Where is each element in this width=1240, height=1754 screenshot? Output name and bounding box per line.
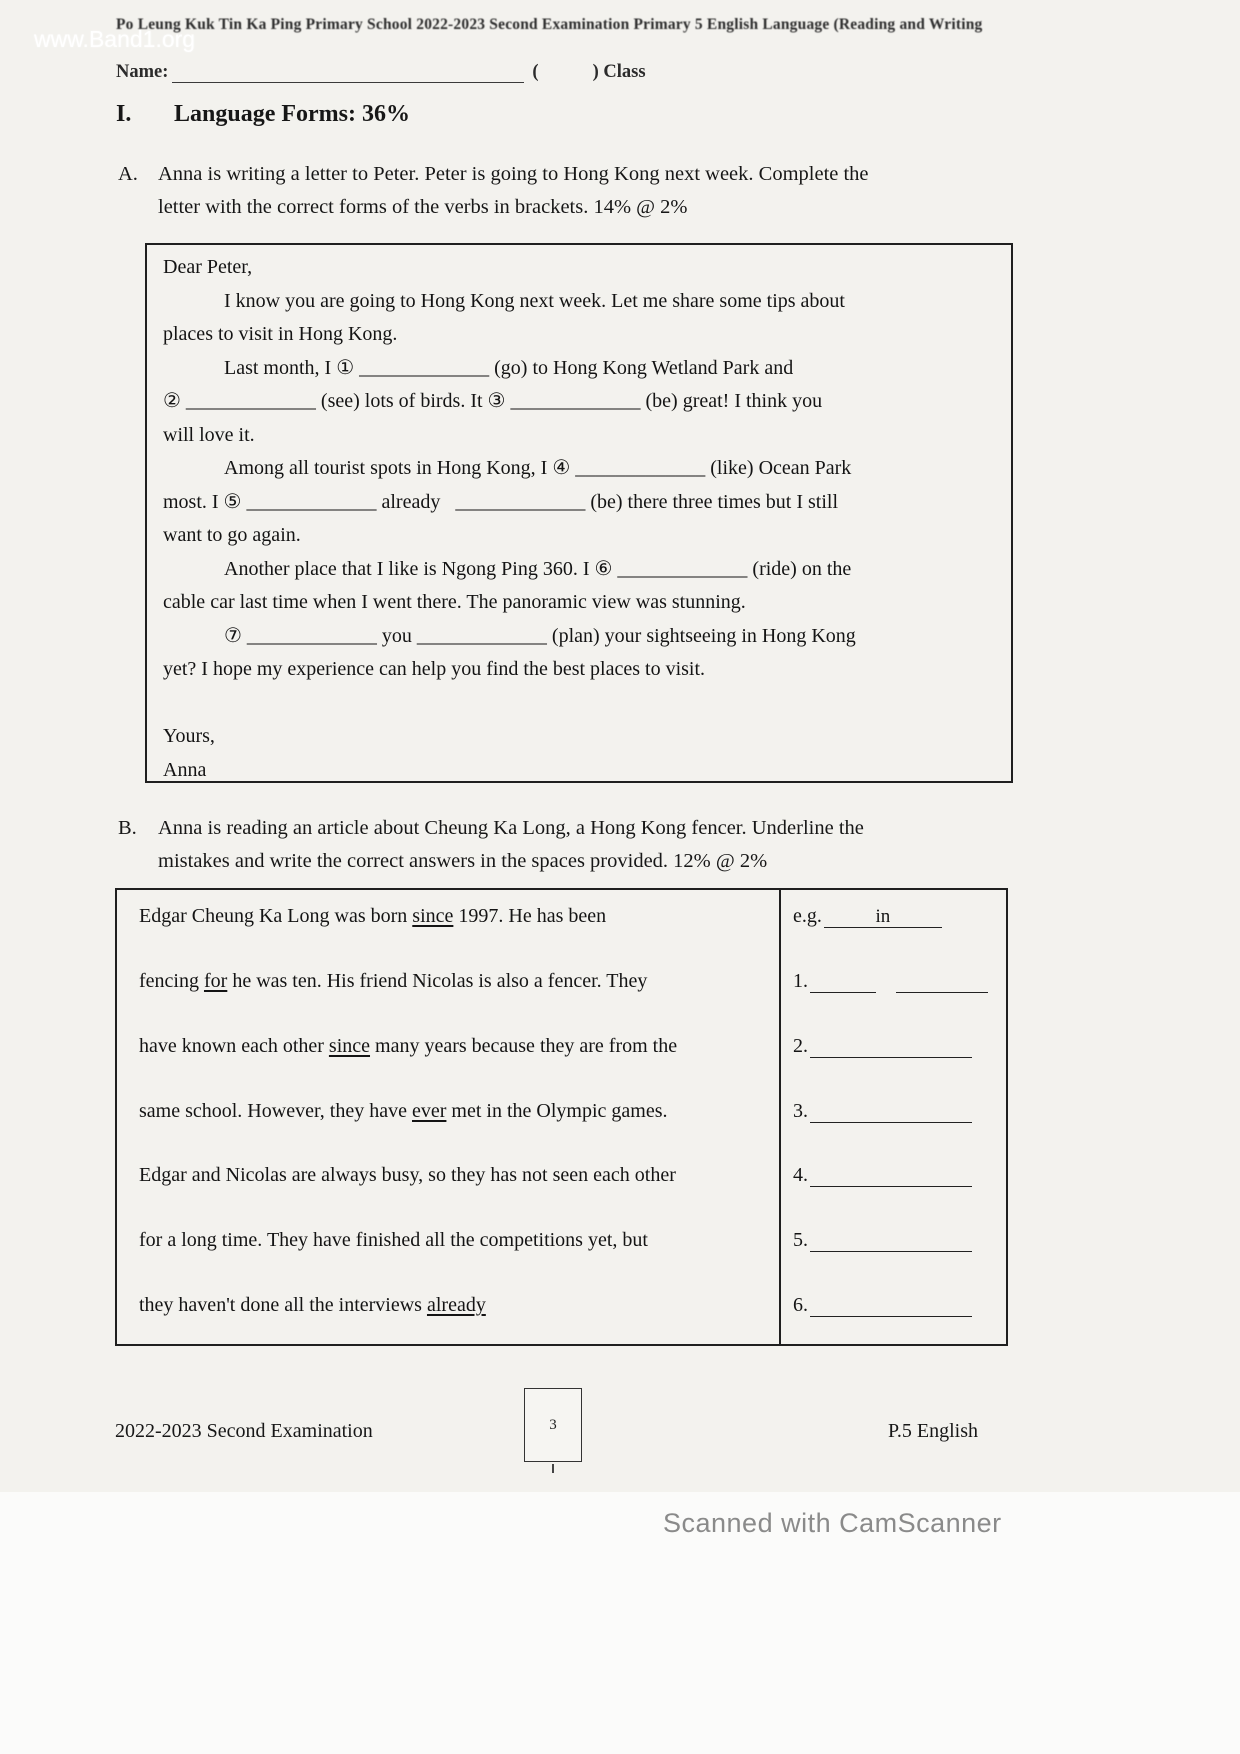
part-a-instructions-line1: Anna is writing a letter to Peter. Peter is going to Hong Kong next week. Complete the [158, 163, 869, 185]
part-a-instructions-line2: letter with the correct forms of the verbs in brackets. 14% @ 2% [158, 196, 688, 218]
article-line: they haven't done all the interviews already [117, 1279, 781, 1344]
page-number: 3 [549, 1416, 557, 1433]
underlined-mistake: since [328, 1034, 371, 1057]
answer-blank [810, 1230, 972, 1252]
answer-blank [810, 1295, 972, 1317]
letter-line: I know you are going to Hong Kong next week. Let me share some tips about [224, 289, 845, 312]
article-line: Edgar Cheung Ka Long was born since 1997. He has been [117, 890, 781, 955]
page-number-box [524, 1388, 582, 1462]
table-row [117, 890, 1006, 955]
article-correction-table [115, 888, 1008, 1346]
article-line: for a long time. They have finished all the competitions yet, but [117, 1214, 781, 1279]
article-line: Edgar and Nicolas are always busy, so they has not seen each other [117, 1149, 781, 1214]
table-row [117, 955, 1006, 1020]
underlined-mistake: for [203, 969, 228, 992]
camscanner-strip [0, 1492, 1240, 1754]
letter-line: Another place that I like is Ngong Ping 360. I ⑥ _____________ (ride) on the [224, 557, 852, 580]
watermark: www.Band1.org [34, 26, 196, 52]
answer-blank [810, 1165, 972, 1187]
letter-line: ⑦ _____________ you _____________ (plan) your sightseeing in Hong Kong [224, 624, 856, 647]
answer-cell [781, 1279, 1006, 1344]
letter-line: will love it. [163, 423, 255, 446]
section-title: Language Forms: 36% [174, 101, 410, 127]
answer-cell [781, 1214, 1006, 1279]
answer-cell [781, 1020, 1006, 1085]
answer-cell [781, 890, 1006, 955]
camscanner-credit: Scanned with CamScanner [663, 1508, 1002, 1538]
answer-label: 4. [793, 1164, 808, 1187]
letter-box [145, 243, 1013, 783]
underlined-mistake: ever [412, 1099, 447, 1122]
answer-cell [781, 955, 1006, 1020]
letter-line: Last month, I ① _____________ (go) to Hong Kong Wetland Park and [224, 356, 794, 379]
table-row [117, 1149, 1006, 1214]
letter-line: ② _____________ (see) lots of birds. It ③ _____________ (be) great! I think you [163, 390, 823, 412]
part-a-label: A. [118, 163, 138, 185]
table-row [117, 1085, 1006, 1150]
letter-line: places to visit in Hong Kong. [163, 323, 398, 345]
letter-line-spacer [163, 687, 997, 721]
class-paren-open: ( [532, 62, 539, 82]
part-b-instructions-line1: Anna is reading an article about Cheung Ka Long, a Hong Kong fencer. Underline the [158, 817, 864, 839]
answer-blank: in [824, 906, 942, 928]
footer-paper-label: P.5 English [888, 1420, 979, 1442]
answer-label: 3. [793, 1099, 808, 1122]
article-line: same school. However, they have ever met in the Olympic games. [117, 1085, 781, 1150]
answer-blank [810, 971, 876, 993]
answer-cell [781, 1085, 1006, 1150]
letter-line: cable car last time when I went there. The panoramic view was stunning. [163, 591, 746, 613]
answer-blank [810, 1036, 972, 1058]
letter-closing: Yours, [163, 725, 215, 747]
part-b-instructions-line2: mistakes and write the correct answers in the spaces provided. 12% @ 2% [158, 850, 768, 872]
letter-line: yet? I hope my experience can help you find the best places to visit. [163, 658, 706, 680]
answer-label: 5. [793, 1229, 808, 1252]
part-b-label: B. [118, 817, 137, 839]
underlined-mistake: already [426, 1294, 486, 1317]
name-row [116, 62, 646, 83]
page-box-tick-mark [552, 1464, 554, 1473]
answer-blank [810, 1101, 972, 1123]
letter-line: most. I ⑤ _____________ already _____________ (be) there three times but I still [163, 490, 839, 513]
answer-label: 6. [793, 1294, 808, 1317]
part-a-instructions [118, 158, 1023, 224]
name-label: Name: [116, 62, 169, 82]
table-row [117, 1020, 1006, 1085]
letter-line: Among all tourist spots in Hong Kong, I ④ _____________ (like) Ocean Park [224, 457, 852, 479]
answer-label: 1. [793, 969, 808, 992]
section-numeral: I. [116, 101, 132, 127]
answer-label: 2. [793, 1034, 808, 1057]
answer-cell [781, 1149, 1006, 1214]
class-label: ) Class [592, 62, 646, 82]
section-heading [116, 101, 410, 128]
article-line: fencing for he was ten. His friend Nicolas is also a fencer. They [117, 955, 781, 1020]
letter-signature: Anna [163, 758, 207, 781]
underlined-mistake: since [412, 905, 454, 927]
name-blank-line [172, 65, 524, 83]
answer-blank [896, 971, 988, 993]
table-row [117, 1214, 1006, 1279]
letter-line: want to go again. [163, 524, 301, 546]
answer-label: e.g. [793, 905, 822, 927]
article-line: have known each other since many years because they are from the [117, 1020, 781, 1085]
part-b-instructions [118, 812, 1023, 878]
footer-exam-title: 2022-2023 Second Examination [115, 1420, 373, 1442]
exam-header-title: Po Leung Kuk Tin Ka Ping Primary School 2022-2023 Second Examination Primary 5 English Language (Reading and Writing [116, 16, 983, 33]
letter-line: Dear Peter, [163, 256, 253, 278]
table-row [117, 1279, 1006, 1344]
